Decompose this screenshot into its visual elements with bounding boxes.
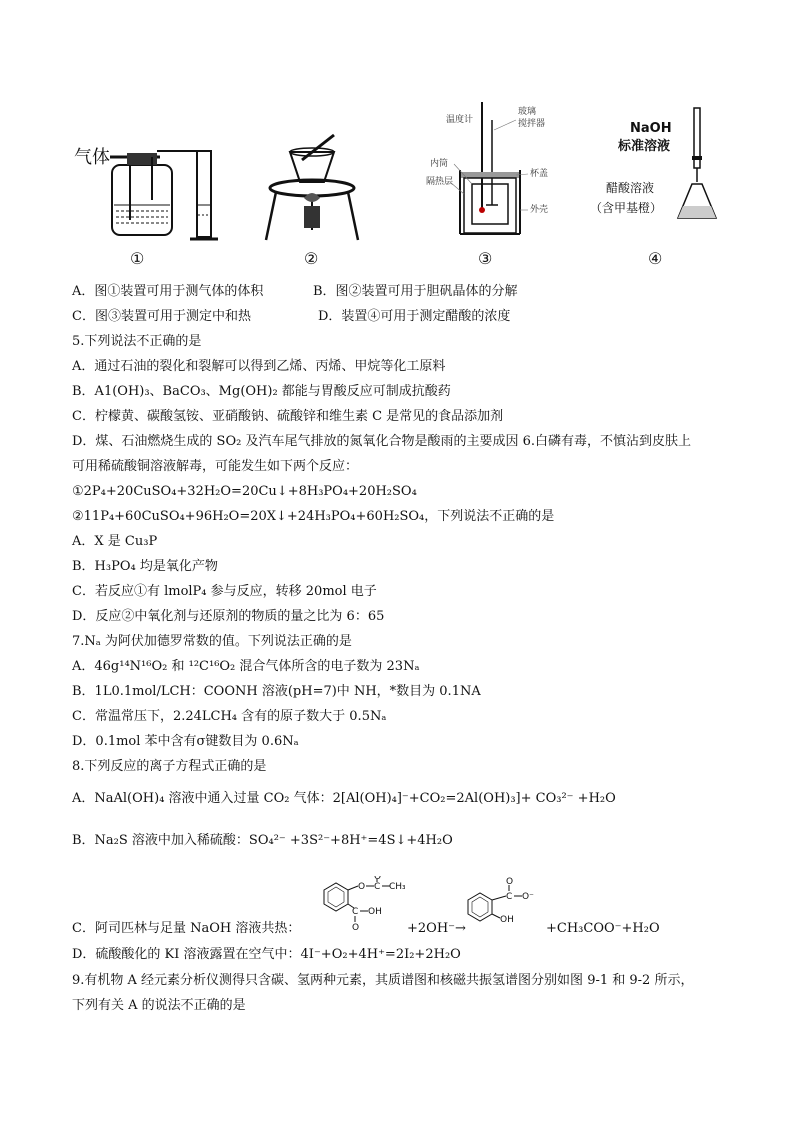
insulation-label: 隔热层 <box>426 177 454 187</box>
salicylate-structure <box>462 876 547 931</box>
figure-4-label: ④ <box>648 249 663 268</box>
q7-option-a: A．46g¹⁴N¹⁶O₂ 和 ¹²C¹⁶O₂ 混合气体所含的电子数为 23Nₐ <box>72 659 420 674</box>
q8-option-d: D．硫酸酸化的 KI 溶液露置在空气中：4I⁻+O₂+4H⁺=2I₂+2H₂O <box>72 947 461 962</box>
q8-option-c-reagent: +2OH⁻→ <box>407 921 466 936</box>
q7-option-b: B．1L0.1mol/LCH：COONH 溶液(pH=7)中 NH，*数目为 0.1NA <box>72 684 481 699</box>
figure-2-label: ② <box>304 249 319 268</box>
ester-oxygen: O <box>358 882 366 892</box>
q8-option-c-suffix: +CH₃COO⁻+H₂O <box>546 921 660 936</box>
carboxylate-oxygen: O <box>506 877 514 887</box>
naoh-label: NaOH <box>630 121 672 136</box>
q7-option-c: C．常温常压下，2.24LCH₄ 含有的原子数大于 0.5Nₐ <box>72 709 387 724</box>
figure-3-label: ③ <box>478 249 493 268</box>
methyl-group: CH₃ <box>389 882 405 892</box>
q8-option-b: B．Na₂S 溶液中加入稀硫酸：SO₄²⁻ +3S²⁻+8H⁺=4S↓+4H₂O <box>72 833 453 848</box>
inner-cup-label: 内筒 <box>430 159 449 169</box>
standard-solution-label: 标准溶液 <box>618 139 671 154</box>
indicator-label: （含甲基橙） <box>590 201 663 215</box>
q4-option-c: C．图③装置可用于测定中和热 <box>72 309 251 324</box>
carboxyl-oh: OH <box>368 907 382 917</box>
q5-option-d: D．煤、石油燃烧生成的 SO₂ 及汽车尾气排放的氮氧化合物是酸雨的主要成因 6.白磷有毒，不慎沾到皮肤上 <box>72 434 691 449</box>
q4-option-a: A．图①装置可用于测气体的体积 <box>72 284 264 299</box>
q6-stem-continued: 可用稀硫酸铜溶液解毒，可能发生如下两个反应： <box>72 459 359 474</box>
q6-option-c: C．若反应①有 lmolP₄ 参与反应，转移 20mol 电子 <box>72 584 377 599</box>
aspirin-structure <box>310 876 405 931</box>
q9-stem-line-1: 9.有机物 A 经元素分析仪测得只含碳、氢两种元素，其质谱图和核磁共振氢谱图分别如图 9-1 和 9-2 所示， <box>72 973 694 988</box>
phenol-oh: OH <box>500 915 514 925</box>
stirrer-label-1: 玻璃 <box>518 107 537 117</box>
thermometer-label: 温度计 <box>446 115 474 125</box>
q6-option-b: B．H₃PO₄ 均是氧化产物 <box>72 559 218 574</box>
q9-stem-line-2: 下列有关 A 的说法不正确的是 <box>72 998 246 1013</box>
figure-1-label: ① <box>130 249 145 268</box>
acetic-acid-label: 醋酸溶液 <box>606 181 655 195</box>
figure-gas-volume-apparatus <box>72 135 222 247</box>
acetyl-carbon: C <box>374 882 381 892</box>
figure-calorimeter <box>420 100 580 245</box>
q5-stem: 5.下列说法不正确的是 <box>72 334 202 349</box>
q6-option-a: A．X 是 Cu₃P <box>72 534 158 549</box>
q7-option-d: D．0.1mol 苯中含有σ键数目为 0.6Nₐ <box>72 734 299 749</box>
q4-option-b: B．图②装置可用于胆矾晶体的分解 <box>313 284 518 299</box>
q8-stem: 8.下列反应的离子方程式正确的是 <box>72 759 267 774</box>
shell-label: 外壳 <box>530 205 549 215</box>
lid-label: 杯盖 <box>530 169 549 179</box>
carboxyl-carbon: C <box>352 907 359 917</box>
q8-option-c-prefix: C．阿司匹林与足量 NaOH 溶液共热： <box>72 921 301 936</box>
q6-option-d: D．反应②中氧化剂与还原剂的物质的量之比为 6：65 <box>72 609 385 624</box>
q4-option-d: D．装置④可用于测定醋酸的浓度 <box>318 309 511 324</box>
q6-reaction-1: ①2P₄+20CuSO₄+32H₂O=20Cu↓+8H₃PO₄+20H₂SO₄ <box>72 484 417 499</box>
gas-label: 气体 <box>74 147 110 168</box>
carboxylate-carbon: C <box>506 892 513 902</box>
q5-option-a: A．通过石油的裂化和裂解可以得到乙烯、丙烯、甲烷等化工原料 <box>72 359 446 374</box>
figure-crucible-heating <box>262 130 362 245</box>
carboxyl-oxygen: O <box>352 923 360 931</box>
carboxylate-anion: O⁻ <box>522 892 534 902</box>
q8-option-a: A．NaAl(OH)₄ 溶液中通入过量 CO₂ 气体：2[Al(OH)₄]⁻+CO₂=2Al(OH)₃]+ CO₃²⁻ +H₂O <box>72 791 616 806</box>
stirrer-label-2: 搅拌器 <box>518 119 546 129</box>
q5-option-c: C．柠檬黄、碳酸氢铵、亚硝酸钠、硫酸锌和维生素 C 是常见的食品添加剂 <box>72 409 504 424</box>
acetyl-oxygen: O <box>374 876 382 882</box>
q5-option-b: B．A1(OH)₃、BaCO₃、Mg(OH)₂ 都能与胃酸反应可制成抗酸药 <box>72 384 451 399</box>
figure-titration <box>582 100 732 230</box>
q7-stem: 7.Nₐ 为阿伏加德罗常数的值。下列说法正确的是 <box>72 634 352 649</box>
q6-reaction-2: ②11P₄+60CuSO₄+96H₂O=20X↓+24H₃PO₄+60H₂SO₄，下列说法不正确的是 <box>72 509 555 524</box>
